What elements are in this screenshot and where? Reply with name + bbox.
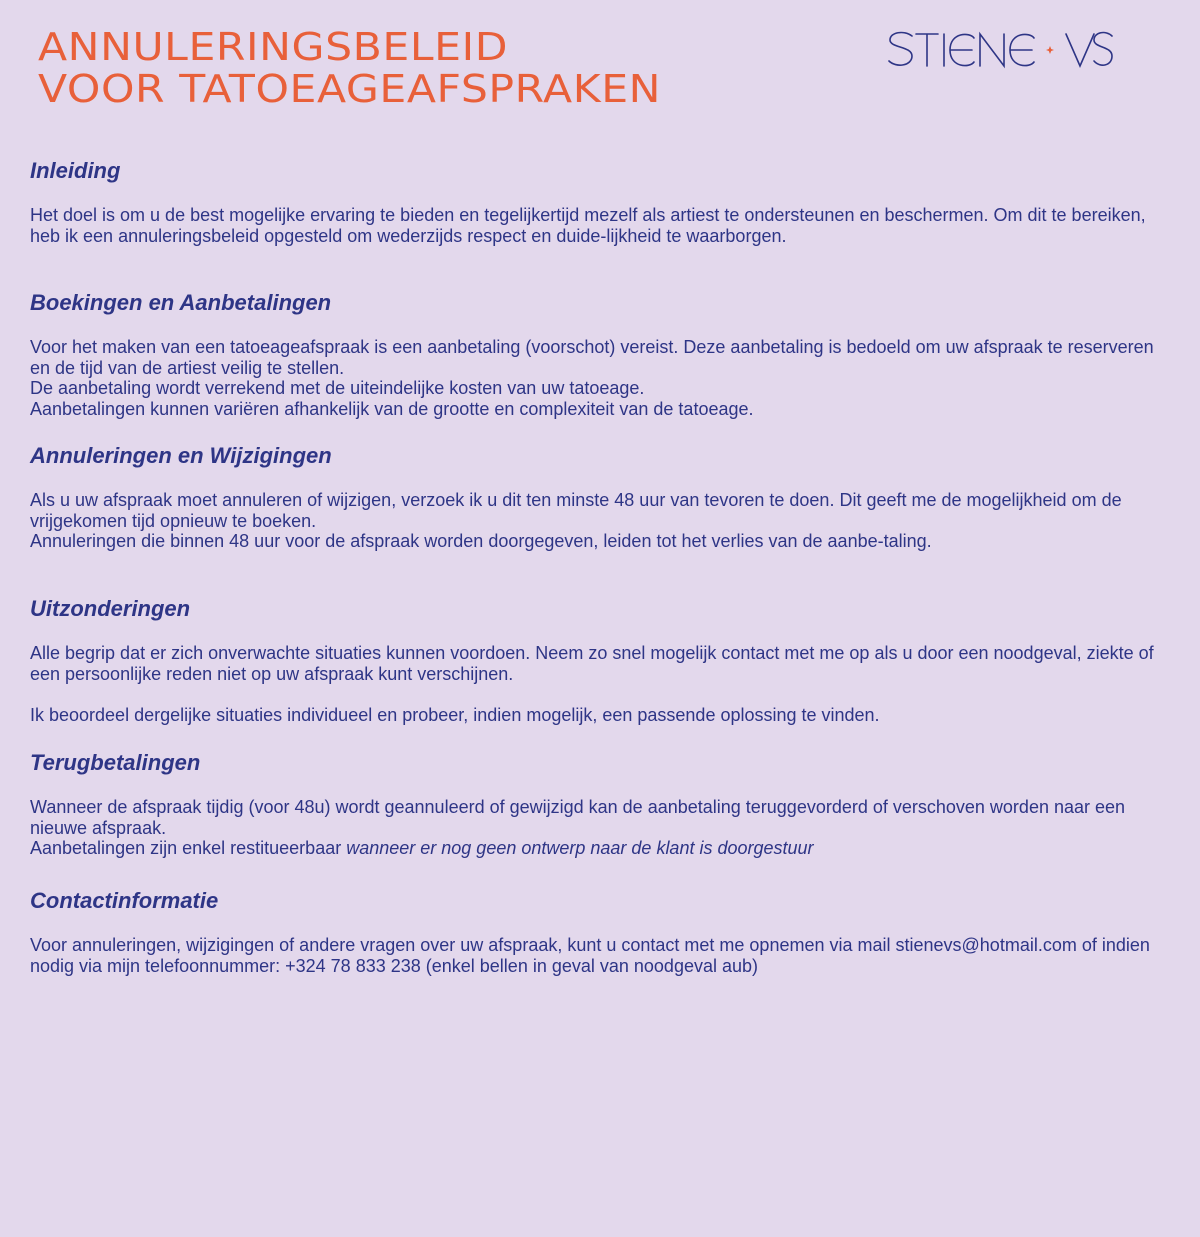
sparkle-icon (1046, 46, 1054, 54)
paragraph: Aanbetalingen kunnen variëren afhankelijk van de grootte en complexiteit van de tatoeage. (30, 398, 754, 419)
contact-paragraph: Voor annuleringen, wijzigingen of andere vragen over uw afspraak, kunt u contact met me opnemen via mail stienevs@hotmail.com of indien nodig via mijn telefoonnummer: +324 78 833 238 (enkel bellen in geval van noodgeval aub) (30, 935, 1150, 976)
section-terugbetalingen (30, 749, 1175, 859)
paragraph: Voor het maken van een tatoeageafspraak is een aanbetaling (voorschot) vereist. Deze aanbetaling is bedoeld om uw afspraak te reserveren en de tijd van de artiest veilig te stellen. (30, 337, 1154, 378)
section-heading: Inleiding (30, 158, 121, 183)
refund-italic-text: wanneer er nog geen ontwerp naar de klant is doorgestuur (346, 838, 814, 859)
paragraph: Ik beoordeel dergelijke situaties individueel en probeer, indien mogelijk, een passende oplossing te vinden. (30, 705, 880, 726)
paragraph: Annuleringen die binnen 48 uur voor de afspraak worden doorgegeven, leiden tot het verlies van de aanbe-taling. (30, 531, 932, 552)
section-inleiding (30, 157, 1175, 246)
paragraph: Wanneer de afspraak tijdig (voor 48u) wordt geannuleerd of gewijzigd kan de aanbetaling teruggevorderd of verschoven worden naar een nieuwe afspraak. (30, 797, 1126, 838)
page-title-line-2: VOOR TATOEAGEAFSPRAKEN (38, 67, 662, 111)
section-boekingen (30, 289, 1175, 419)
page-title (38, 26, 661, 110)
section-contactinformatie (30, 887, 1175, 976)
page-title-line-1: ANNULERINGSBELEID (38, 25, 509, 69)
policy-content (30, 157, 1175, 976)
section-annuleringen (30, 442, 1175, 552)
refund-plain-text: Aanbetalingen zijn enkel restitueerbaar (30, 838, 342, 859)
paragraph: Alle begrip dat er zich onverwachte situaties kunnen voordoen. Neem zo snel mogelijk contact met me op als u door een noodgeval, ziekte of een persoonlijke reden niet op uw afspraak kunt verschijnen. (30, 643, 1154, 684)
section-heading: Terugbetalingen (30, 750, 201, 775)
section-heading: Annuleringen en Wijzigingen (30, 443, 332, 468)
section-uitzonderingen (30, 595, 1175, 726)
section-heading: Boekingen en Aanbetalingen (30, 290, 332, 315)
brand-logo (886, 26, 1114, 72)
paragraph: Als u uw afspraak moet annuleren of wijzigen, verzoek ik u dit ten minste 48 uur van tevoren te doen. Dit geeft me de mogelijkheid om de vrijgekomen tijd opnieuw te boeken. (30, 490, 1122, 531)
section-heading: Uitzonderingen (30, 596, 191, 621)
refund-condition-line (30, 838, 1175, 859)
paragraph: Het doel is om u de best mogelijke ervaring te bieden en tegelijkertijd mezelf als artiest te ondersteunen en beschermen. Om dit te bereiken, heb ik een annuleringsbeleid opgesteld om wederzijds respect en duide-lijkheid te waarborgen. (30, 205, 1146, 246)
paragraph: De aanbetaling wordt verrekend met de uiteindelijke kosten van uw tatoeage. (30, 378, 645, 399)
section-heading: Contactinformatie (30, 888, 219, 913)
